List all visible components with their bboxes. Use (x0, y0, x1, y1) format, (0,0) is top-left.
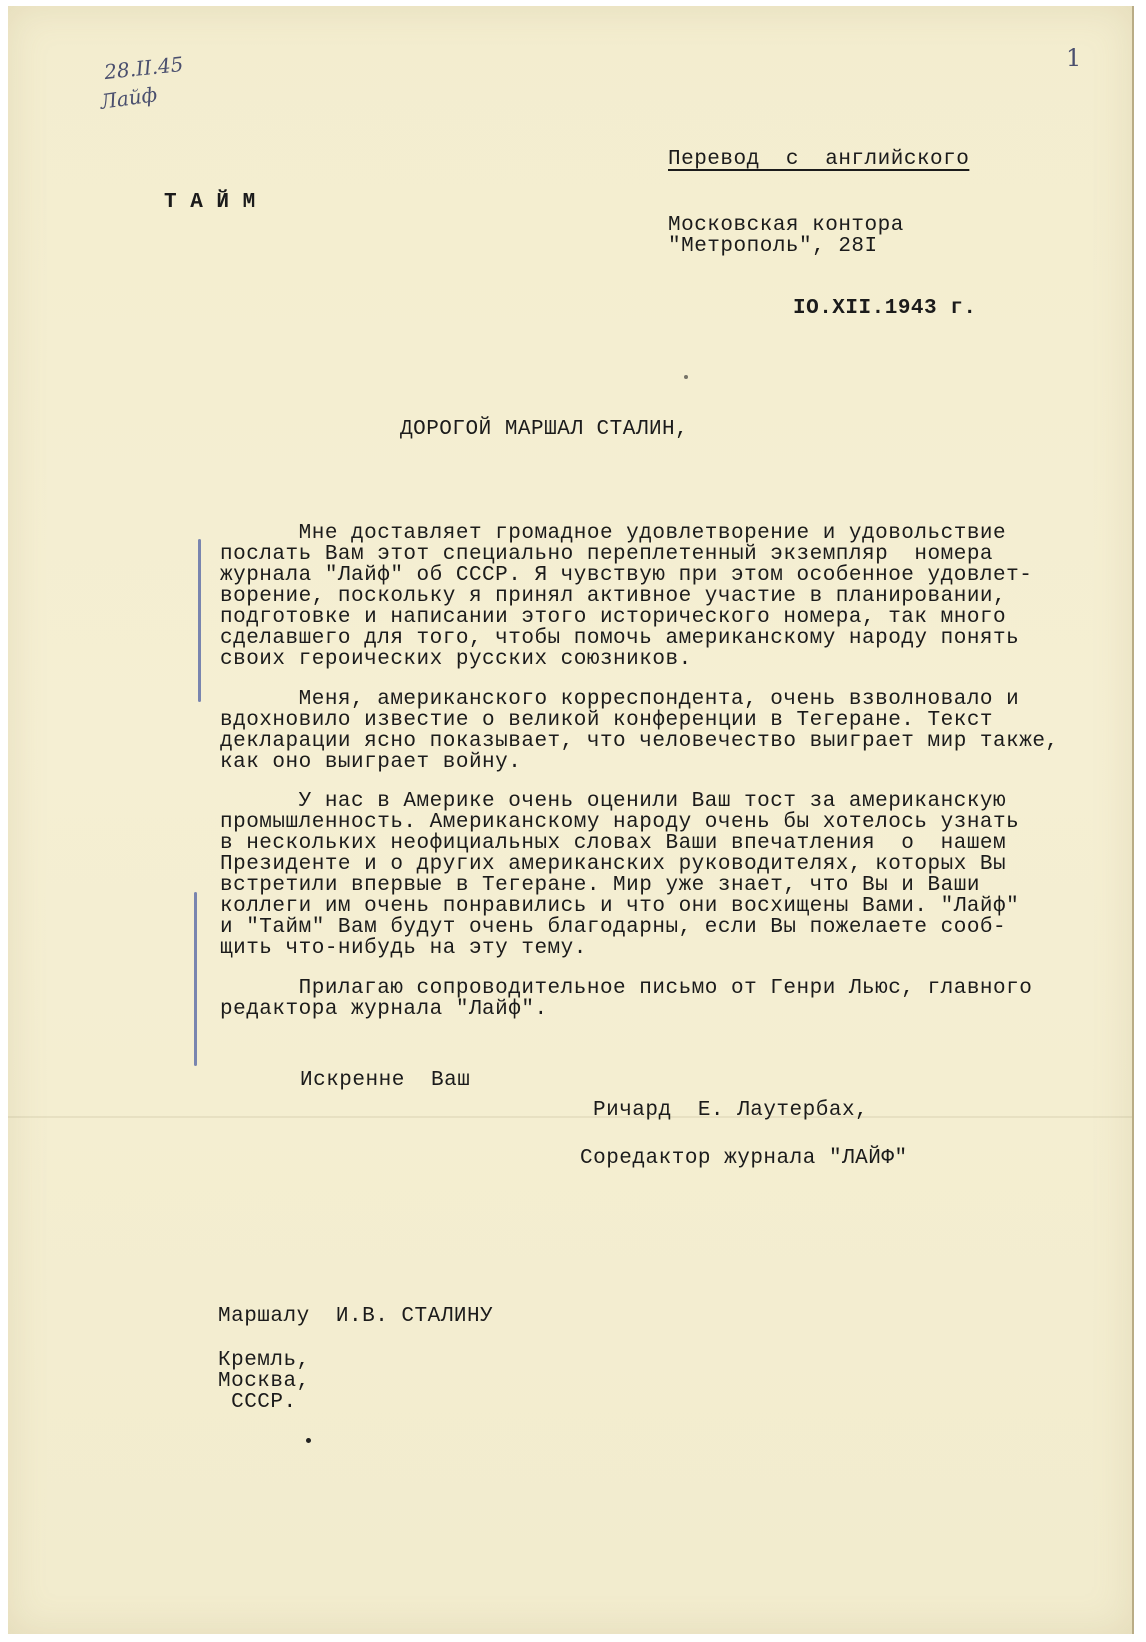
handwritten-note: Лайф (98, 82, 159, 114)
paragraph-1: Мне доставляет громадное удовлетворение и удовольствие послать Вам этот специально переплетенный экземпляр номера журнала "Лайф" об СССР. Я чувствую при этом особенное удовлет- ворение, поскольку я принял активное участие в планировании, подготовке и написании этого исторического номера, так много сделавшего для того, чтобы помочь американскому народу понять своих героических русских союзников. (220, 522, 1033, 671)
margin-mark-1 (198, 539, 201, 702)
ink-speck (684, 375, 688, 379)
addressee-line-3: СССР. (218, 1391, 297, 1414)
salutation: ДОРОГОЙ МАРШАЛ СТАЛИН, (400, 418, 689, 441)
margin-mark-2 (194, 892, 197, 1066)
document-page (8, 6, 1134, 1634)
handwritten-date: 28.II.45 (102, 51, 185, 85)
paragraph-3: У нас в Америке очень оценили Ваш тост за американскую промышленность. Американскому народу очень бы хотелось узнать в нескольких неофициальных словах Ваши впечатления о нашем Президенте и о других американских руководителях, которых Вы встретили впервые в Тегеране. Мир уже знает, что Вы и Ваши коллеги им очень понравились и что они восхищены Вами. "Лайф" и "Тайм" Вам будут очень благодарны, если Вы пожелаете сооб- щить что-нибудь на эту тему. (220, 790, 1020, 960)
publication-name: Т А Й М (164, 191, 256, 214)
paragraph-2: Меня, американского корреспондента, очень взволновало и вдохновило известие о великой конференции в Тегеране. Текст декларации ясно показывает, что человечество выиграет мир также, как оно выиграет войну. (220, 688, 1059, 774)
addressee-line-1: Кремль, (218, 1349, 310, 1372)
addressee-line-2: Москва, (218, 1370, 310, 1393)
translation-note: Перевод с английского (668, 148, 970, 171)
paragraph-4: Прилагаю сопроводительное письмо от Генри Льюс, главного редактора журнала "Лайф". (220, 977, 1033, 1021)
page-number: 1 (1066, 44, 1082, 72)
addressee-name: Маршалу И.В. СТАЛИНУ (218, 1305, 494, 1328)
signer-title: Соредактор журнала "ЛАЙФ" (580, 1147, 908, 1170)
office-line-2: "Метрополь", 28I (668, 235, 878, 258)
letter-date: IO.XII.1943 г. (793, 297, 977, 320)
sign-off: Искренне Ваш (300, 1069, 471, 1092)
ink-dot (306, 1438, 311, 1443)
signer-name: Ричард Е. Лаутербах, (593, 1099, 869, 1122)
paper-fold (8, 1116, 1132, 1118)
office-line-1: Московская контора (668, 214, 904, 237)
